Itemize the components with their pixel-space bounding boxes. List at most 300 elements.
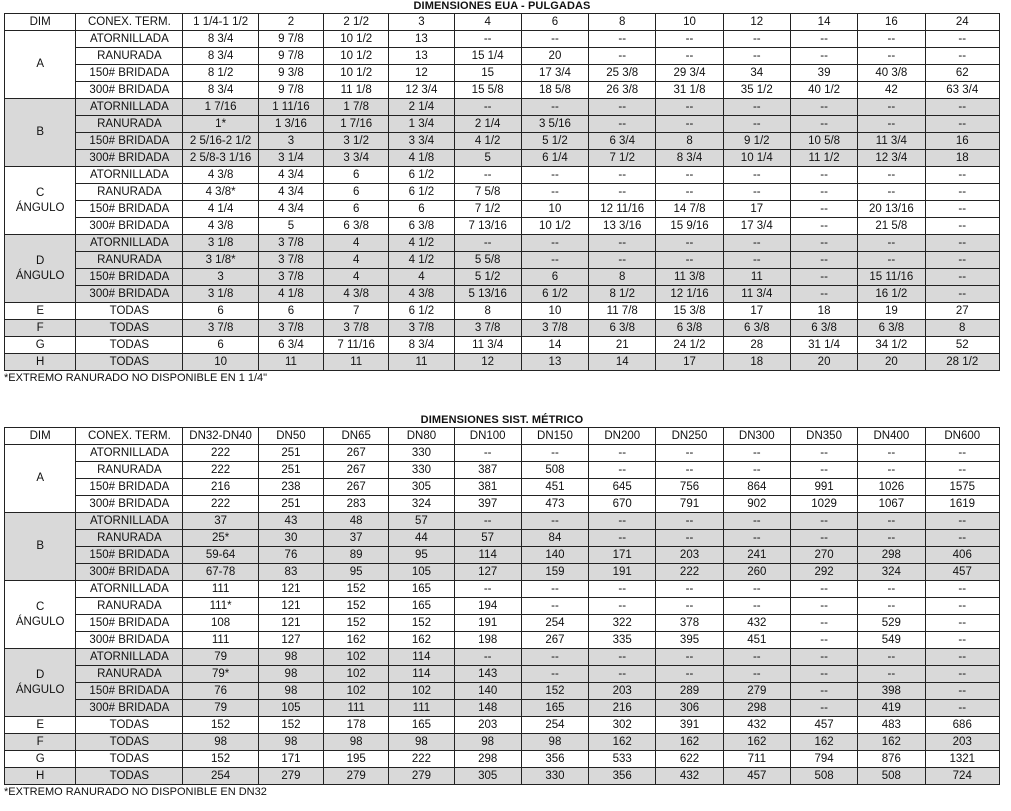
value-cell: 254 bbox=[521, 615, 588, 632]
value-cell: 6 bbox=[521, 269, 588, 286]
value-cell: 6 1/4 bbox=[521, 150, 588, 167]
value-cell: -- bbox=[454, 445, 521, 462]
value-cell: -- bbox=[521, 235, 588, 252]
value-cell: 4 bbox=[324, 235, 389, 252]
table-row bbox=[5, 683, 1000, 700]
value-cell: 1029 bbox=[790, 496, 857, 513]
table-row bbox=[5, 479, 1000, 496]
value-cell: -- bbox=[790, 167, 857, 184]
value-cell: 267 bbox=[324, 479, 389, 496]
connection-cell: ATORNILLADA bbox=[76, 513, 183, 530]
value-cell: -- bbox=[790, 666, 857, 683]
value-cell: 152 bbox=[324, 581, 389, 598]
value-cell: 6 3/8 bbox=[656, 320, 723, 337]
column-header: DN400 bbox=[858, 428, 925, 445]
connection-cell: ATORNILLADA bbox=[76, 99, 183, 116]
connection-cell: TODAS bbox=[76, 734, 183, 751]
value-cell: -- bbox=[589, 598, 656, 615]
value-cell: 34 bbox=[723, 65, 790, 82]
value-cell: 18 5/8 bbox=[521, 82, 588, 99]
value-cell: 398 bbox=[858, 683, 925, 700]
value-cell: 26 3/8 bbox=[589, 82, 656, 99]
value-cell: 15 bbox=[454, 65, 521, 82]
table-row bbox=[5, 666, 1000, 683]
dim-cell: H bbox=[5, 354, 76, 371]
value-cell: 37 bbox=[324, 530, 389, 547]
value-cell: -- bbox=[589, 235, 656, 252]
column-header: 2 bbox=[258, 14, 323, 31]
dim-cell: F bbox=[5, 320, 76, 337]
connection-cell: TODAS bbox=[76, 354, 183, 371]
connection-cell: RANURADA bbox=[76, 462, 183, 479]
value-cell: 267 bbox=[324, 445, 389, 462]
value-cell: 111 bbox=[183, 581, 258, 598]
value-cell: 251 bbox=[258, 496, 323, 513]
value-cell: 152 bbox=[183, 717, 258, 734]
value-cell: -- bbox=[589, 581, 656, 598]
value-cell: 102 bbox=[324, 683, 389, 700]
value-cell: -- bbox=[656, 116, 723, 133]
value-cell: -- bbox=[858, 530, 925, 547]
value-cell: 3 7/8 bbox=[389, 320, 454, 337]
value-cell: 15 11/16 bbox=[858, 269, 925, 286]
value-cell: -- bbox=[589, 530, 656, 547]
value-cell: 13 bbox=[389, 31, 454, 48]
value-cell: -- bbox=[589, 513, 656, 530]
value-cell: 711 bbox=[723, 751, 790, 768]
value-cell: 12 3/4 bbox=[858, 150, 925, 167]
value-cell: 324 bbox=[858, 564, 925, 581]
value-cell: 76 bbox=[258, 547, 323, 564]
value-cell: 4 3/8 bbox=[183, 218, 258, 235]
connection-cell: 150# BRIDADA bbox=[76, 479, 183, 496]
value-cell: 216 bbox=[589, 700, 656, 717]
value-cell: -- bbox=[925, 31, 1000, 48]
value-cell: 40 1/2 bbox=[790, 82, 857, 99]
value-cell: 432 bbox=[723, 717, 790, 734]
value-cell: -- bbox=[723, 235, 790, 252]
value-cell: -- bbox=[790, 184, 857, 201]
column-header: DN300 bbox=[723, 428, 790, 445]
value-cell: 473 bbox=[521, 496, 588, 513]
value-cell: 162 bbox=[589, 734, 656, 751]
value-cell: 251 bbox=[258, 462, 323, 479]
value-cell: 19 bbox=[858, 303, 925, 320]
connection-cell: 300# BRIDADA bbox=[76, 700, 183, 717]
value-cell: 7 bbox=[324, 303, 389, 320]
table-row bbox=[5, 65, 1000, 82]
value-cell: 10 1/2 bbox=[324, 31, 389, 48]
table-row bbox=[5, 201, 1000, 218]
column-header: DN32-DN40 bbox=[183, 428, 258, 445]
value-cell: 6 bbox=[183, 337, 258, 354]
value-cell: -- bbox=[790, 632, 857, 649]
value-cell: -- bbox=[925, 598, 1000, 615]
value-cell: 10 bbox=[183, 354, 258, 371]
connection-cell: TODAS bbox=[76, 768, 183, 785]
value-cell: -- bbox=[790, 48, 857, 65]
value-cell: 20 bbox=[521, 48, 588, 65]
table-row bbox=[5, 462, 1000, 479]
value-cell: -- bbox=[521, 252, 588, 269]
connection-cell: 300# BRIDADA bbox=[76, 82, 183, 99]
value-cell: 17 bbox=[656, 354, 723, 371]
value-cell: -- bbox=[925, 99, 1000, 116]
value-cell: 29 3/4 bbox=[656, 65, 723, 82]
value-cell: -- bbox=[656, 581, 723, 598]
value-cell: -- bbox=[925, 218, 1000, 235]
value-cell: 152 bbox=[258, 717, 323, 734]
value-cell: 37 bbox=[183, 513, 258, 530]
value-cell: 622 bbox=[656, 751, 723, 768]
value-cell: 11 bbox=[258, 354, 323, 371]
value-cell: -- bbox=[454, 167, 521, 184]
value-cell: -- bbox=[723, 530, 790, 547]
connection-cell: 300# BRIDADA bbox=[76, 632, 183, 649]
value-cell: 48 bbox=[324, 513, 389, 530]
value-cell: -- bbox=[858, 666, 925, 683]
value-cell: -- bbox=[454, 235, 521, 252]
value-cell: 2 5/8-3 1/16 bbox=[183, 150, 258, 167]
value-cell: 4 1/8 bbox=[258, 286, 323, 303]
value-cell: 20 bbox=[790, 354, 857, 371]
value-cell: 111 bbox=[183, 632, 258, 649]
value-cell: 298 bbox=[723, 700, 790, 717]
value-cell: -- bbox=[589, 31, 656, 48]
value-cell: 251 bbox=[258, 445, 323, 462]
value-cell: 508 bbox=[521, 462, 588, 479]
value-cell: 11 1/2 bbox=[790, 150, 857, 167]
value-cell: 254 bbox=[521, 717, 588, 734]
value-cell: -- bbox=[521, 99, 588, 116]
value-cell: 5 1/2 bbox=[454, 269, 521, 286]
value-cell: 98 bbox=[258, 649, 323, 666]
value-cell: 5 bbox=[454, 150, 521, 167]
connection-cell: RANURADA bbox=[76, 666, 183, 683]
value-cell: 3 5/16 bbox=[521, 116, 588, 133]
value-cell: 42 bbox=[858, 82, 925, 99]
dim-cell bbox=[5, 99, 76, 167]
dim-cell: G bbox=[5, 337, 76, 354]
value-cell: 12 11/16 bbox=[589, 201, 656, 218]
value-cell: 79 bbox=[183, 649, 258, 666]
value-cell: -- bbox=[790, 116, 857, 133]
value-cell: 6 bbox=[389, 201, 454, 218]
value-cell: 4 3/8* bbox=[183, 184, 258, 201]
value-cell: 95 bbox=[389, 547, 454, 564]
value-cell: 6 bbox=[324, 167, 389, 184]
value-cell: 267 bbox=[324, 462, 389, 479]
value-cell: 57 bbox=[454, 530, 521, 547]
value-cell: 203 bbox=[589, 683, 656, 700]
value-cell: -- bbox=[925, 116, 1000, 133]
value-cell: 162 bbox=[389, 632, 454, 649]
value-cell: 3 7/8 bbox=[454, 320, 521, 337]
value-cell: 298 bbox=[858, 547, 925, 564]
value-cell: -- bbox=[656, 649, 723, 666]
value-cell: -- bbox=[790, 201, 857, 218]
value-cell: -- bbox=[925, 666, 1000, 683]
value-cell: 7 11/16 bbox=[324, 337, 389, 354]
value-cell: -- bbox=[521, 31, 588, 48]
value-cell: 14 bbox=[521, 337, 588, 354]
value-cell: 76 bbox=[183, 683, 258, 700]
connection-cell: 150# BRIDADA bbox=[76, 133, 183, 150]
value-cell: -- bbox=[858, 513, 925, 530]
connection-cell: 150# BRIDADA bbox=[76, 201, 183, 218]
value-cell: 4 1/2 bbox=[454, 133, 521, 150]
value-cell: 3 1/8* bbox=[183, 252, 258, 269]
table-row bbox=[5, 48, 1000, 65]
value-cell: 270 bbox=[790, 547, 857, 564]
value-cell: 11 3/4 bbox=[723, 286, 790, 303]
connection-cell: ATORNILLADA bbox=[76, 445, 183, 462]
value-cell: 165 bbox=[521, 700, 588, 717]
value-cell: -- bbox=[858, 252, 925, 269]
value-cell: 6 bbox=[258, 303, 323, 320]
value-cell: 305 bbox=[454, 768, 521, 785]
value-cell: 20 13/16 bbox=[858, 201, 925, 218]
value-cell: 31 1/8 bbox=[656, 82, 723, 99]
value-cell: 114 bbox=[389, 649, 454, 666]
value-cell: 6 3/8 bbox=[790, 320, 857, 337]
dim-label: A bbox=[36, 472, 45, 484]
column-header: 10 bbox=[656, 14, 723, 31]
value-cell: 121 bbox=[258, 581, 323, 598]
table-row bbox=[5, 167, 1000, 184]
value-cell: 1321 bbox=[925, 751, 1000, 768]
value-cell: 17 3/4 bbox=[521, 65, 588, 82]
value-cell: 148 bbox=[454, 700, 521, 717]
value-cell: 306 bbox=[656, 700, 723, 717]
value-cell: 10 5/8 bbox=[790, 133, 857, 150]
value-cell: -- bbox=[723, 445, 790, 462]
value-cell: 114 bbox=[389, 666, 454, 683]
value-cell: 8 bbox=[656, 133, 723, 150]
value-cell: 57 bbox=[389, 513, 454, 530]
column-header: DN600 bbox=[925, 428, 1000, 445]
dim-sublabel: ÁNGULO bbox=[15, 201, 65, 214]
value-cell: 222 bbox=[183, 445, 258, 462]
value-cell: 279 bbox=[258, 768, 323, 785]
value-cell: 13 3/16 bbox=[589, 218, 656, 235]
value-cell: 111* bbox=[183, 598, 258, 615]
dim-label: C bbox=[36, 600, 45, 613]
value-cell: 457 bbox=[790, 717, 857, 734]
value-cell: 387 bbox=[454, 462, 521, 479]
value-cell: 9 3/8 bbox=[258, 65, 323, 82]
column-header: 2 1/2 bbox=[324, 14, 389, 31]
value-cell: 4 1/4 bbox=[183, 201, 258, 218]
value-cell: -- bbox=[790, 99, 857, 116]
value-cell: -- bbox=[656, 99, 723, 116]
column-header: DN50 bbox=[258, 428, 323, 445]
value-cell: -- bbox=[925, 48, 1000, 65]
value-cell: 30 bbox=[258, 530, 323, 547]
value-cell: 289 bbox=[656, 683, 723, 700]
value-cell: 15 1/4 bbox=[454, 48, 521, 65]
value-cell: 111 bbox=[324, 700, 389, 717]
value-cell: 451 bbox=[521, 479, 588, 496]
value-cell: 4 3/8 bbox=[183, 167, 258, 184]
value-cell: 4 3/4 bbox=[258, 184, 323, 201]
value-cell: 25 3/8 bbox=[589, 65, 656, 82]
value-cell: 4 3/8 bbox=[324, 286, 389, 303]
value-cell: 322 bbox=[589, 615, 656, 632]
value-cell: -- bbox=[723, 48, 790, 65]
value-cell: 254 bbox=[183, 768, 258, 785]
value-cell: 3 1/8 bbox=[183, 235, 258, 252]
value-cell: 5 1/2 bbox=[521, 133, 588, 150]
value-cell: -- bbox=[858, 48, 925, 65]
value-cell: 18 bbox=[790, 303, 857, 320]
value-cell: 222 bbox=[183, 462, 258, 479]
column-header: 4 bbox=[454, 14, 521, 31]
value-cell: 3 7/8 bbox=[521, 320, 588, 337]
imperial-table bbox=[4, 13, 1000, 371]
value-cell: 298 bbox=[454, 751, 521, 768]
value-cell: 28 1/2 bbox=[925, 354, 1000, 371]
connection-cell: TODAS bbox=[76, 320, 183, 337]
value-cell: -- bbox=[790, 286, 857, 303]
value-cell: 222 bbox=[183, 496, 258, 513]
value-cell: 8 3/4 bbox=[183, 31, 258, 48]
value-cell: -- bbox=[858, 184, 925, 201]
value-cell: 279 bbox=[324, 768, 389, 785]
dim-cell bbox=[5, 235, 76, 303]
dim-cell bbox=[5, 167, 76, 235]
value-cell: -- bbox=[656, 31, 723, 48]
value-cell: 395 bbox=[656, 632, 723, 649]
value-cell: 3 7/8 bbox=[258, 252, 323, 269]
value-cell: 457 bbox=[723, 768, 790, 785]
connection-cell: RANURADA bbox=[76, 184, 183, 201]
value-cell: -- bbox=[858, 116, 925, 133]
value-cell: 18 bbox=[925, 150, 1000, 167]
value-cell: 4 1/2 bbox=[389, 252, 454, 269]
column-header: CONEX. TERM. bbox=[76, 428, 183, 445]
value-cell: -- bbox=[790, 31, 857, 48]
value-cell: -- bbox=[521, 666, 588, 683]
value-cell: 11 bbox=[324, 354, 389, 371]
value-cell: 140 bbox=[454, 683, 521, 700]
value-cell: 3 1/4 bbox=[258, 150, 323, 167]
imperial-section bbox=[4, 0, 1000, 385]
value-cell: 238 bbox=[258, 479, 323, 496]
connection-cell: 300# BRIDADA bbox=[76, 218, 183, 235]
value-cell: 162 bbox=[858, 734, 925, 751]
column-header: 6 bbox=[521, 14, 588, 31]
value-cell: -- bbox=[656, 252, 723, 269]
value-cell: -- bbox=[723, 116, 790, 133]
value-cell: -- bbox=[656, 513, 723, 530]
value-cell: -- bbox=[925, 683, 1000, 700]
table-row bbox=[5, 286, 1000, 303]
connection-cell: TODAS bbox=[76, 337, 183, 354]
value-cell: 549 bbox=[858, 632, 925, 649]
value-cell: -- bbox=[454, 31, 521, 48]
value-cell: -- bbox=[925, 184, 1000, 201]
value-cell: 6 1/2 bbox=[389, 303, 454, 320]
value-cell: -- bbox=[656, 235, 723, 252]
value-cell: 8 1/2 bbox=[183, 65, 258, 82]
value-cell: 17 3/4 bbox=[723, 218, 790, 235]
value-cell: 121 bbox=[258, 615, 323, 632]
value-cell: 10 bbox=[521, 201, 588, 218]
value-cell: 8 bbox=[925, 320, 1000, 337]
value-cell: 283 bbox=[324, 496, 389, 513]
value-cell: 756 bbox=[656, 479, 723, 496]
table-row bbox=[5, 337, 1000, 354]
value-cell: -- bbox=[656, 462, 723, 479]
connection-cell: TODAS bbox=[76, 303, 183, 320]
value-cell: 171 bbox=[589, 547, 656, 564]
value-cell: -- bbox=[656, 598, 723, 615]
value-cell: 8 3/4 bbox=[183, 48, 258, 65]
value-cell: -- bbox=[790, 235, 857, 252]
table-row bbox=[5, 513, 1000, 530]
connection-cell: 150# BRIDADA bbox=[76, 683, 183, 700]
value-cell: 191 bbox=[589, 564, 656, 581]
value-cell: 3 7/8 bbox=[324, 320, 389, 337]
connection-cell: RANURADA bbox=[76, 252, 183, 269]
value-cell: 165 bbox=[389, 581, 454, 598]
value-cell: 279 bbox=[723, 683, 790, 700]
column-header: CONEX. TERM. bbox=[76, 14, 183, 31]
value-cell: 98 bbox=[324, 734, 389, 751]
table-row bbox=[5, 133, 1000, 150]
value-cell: 3 7/8 bbox=[183, 320, 258, 337]
dim-cell: E bbox=[5, 717, 76, 734]
column-header: DN150 bbox=[521, 428, 588, 445]
connection-cell: RANURADA bbox=[76, 530, 183, 547]
connection-cell: 150# BRIDADA bbox=[76, 269, 183, 286]
value-cell: 8 1/2 bbox=[589, 286, 656, 303]
value-cell: 222 bbox=[656, 564, 723, 581]
value-cell: -- bbox=[723, 462, 790, 479]
table-row bbox=[5, 184, 1000, 201]
value-cell: -- bbox=[925, 462, 1000, 479]
value-cell: 89 bbox=[324, 547, 389, 564]
value-cell: -- bbox=[925, 201, 1000, 218]
metric-note: *EXTREMO RANURADO NO DISPONIBLE EN DN32 bbox=[4, 786, 267, 798]
value-cell: -- bbox=[925, 615, 1000, 632]
value-cell: -- bbox=[589, 649, 656, 666]
column-header: DN200 bbox=[589, 428, 656, 445]
value-cell: 533 bbox=[589, 751, 656, 768]
table-row bbox=[5, 303, 1000, 320]
value-cell: 391 bbox=[656, 717, 723, 734]
value-cell: 105 bbox=[258, 700, 323, 717]
value-cell: 34 1/2 bbox=[858, 337, 925, 354]
value-cell: 59-64 bbox=[183, 547, 258, 564]
value-cell: -- bbox=[790, 269, 857, 286]
value-cell: -- bbox=[589, 167, 656, 184]
value-cell: -- bbox=[790, 598, 857, 615]
table-row bbox=[5, 218, 1000, 235]
value-cell: 5 5/8 bbox=[454, 252, 521, 269]
value-cell: -- bbox=[589, 184, 656, 201]
value-cell: 1* bbox=[183, 116, 258, 133]
table-row bbox=[5, 547, 1000, 564]
value-cell: -- bbox=[656, 666, 723, 683]
value-cell: 3 3/4 bbox=[324, 150, 389, 167]
value-cell: 3 7/8 bbox=[258, 235, 323, 252]
value-cell: 28 bbox=[723, 337, 790, 354]
column-header: DN65 bbox=[324, 428, 389, 445]
value-cell: 10 1/2 bbox=[521, 218, 588, 235]
value-cell: 27 bbox=[925, 303, 1000, 320]
